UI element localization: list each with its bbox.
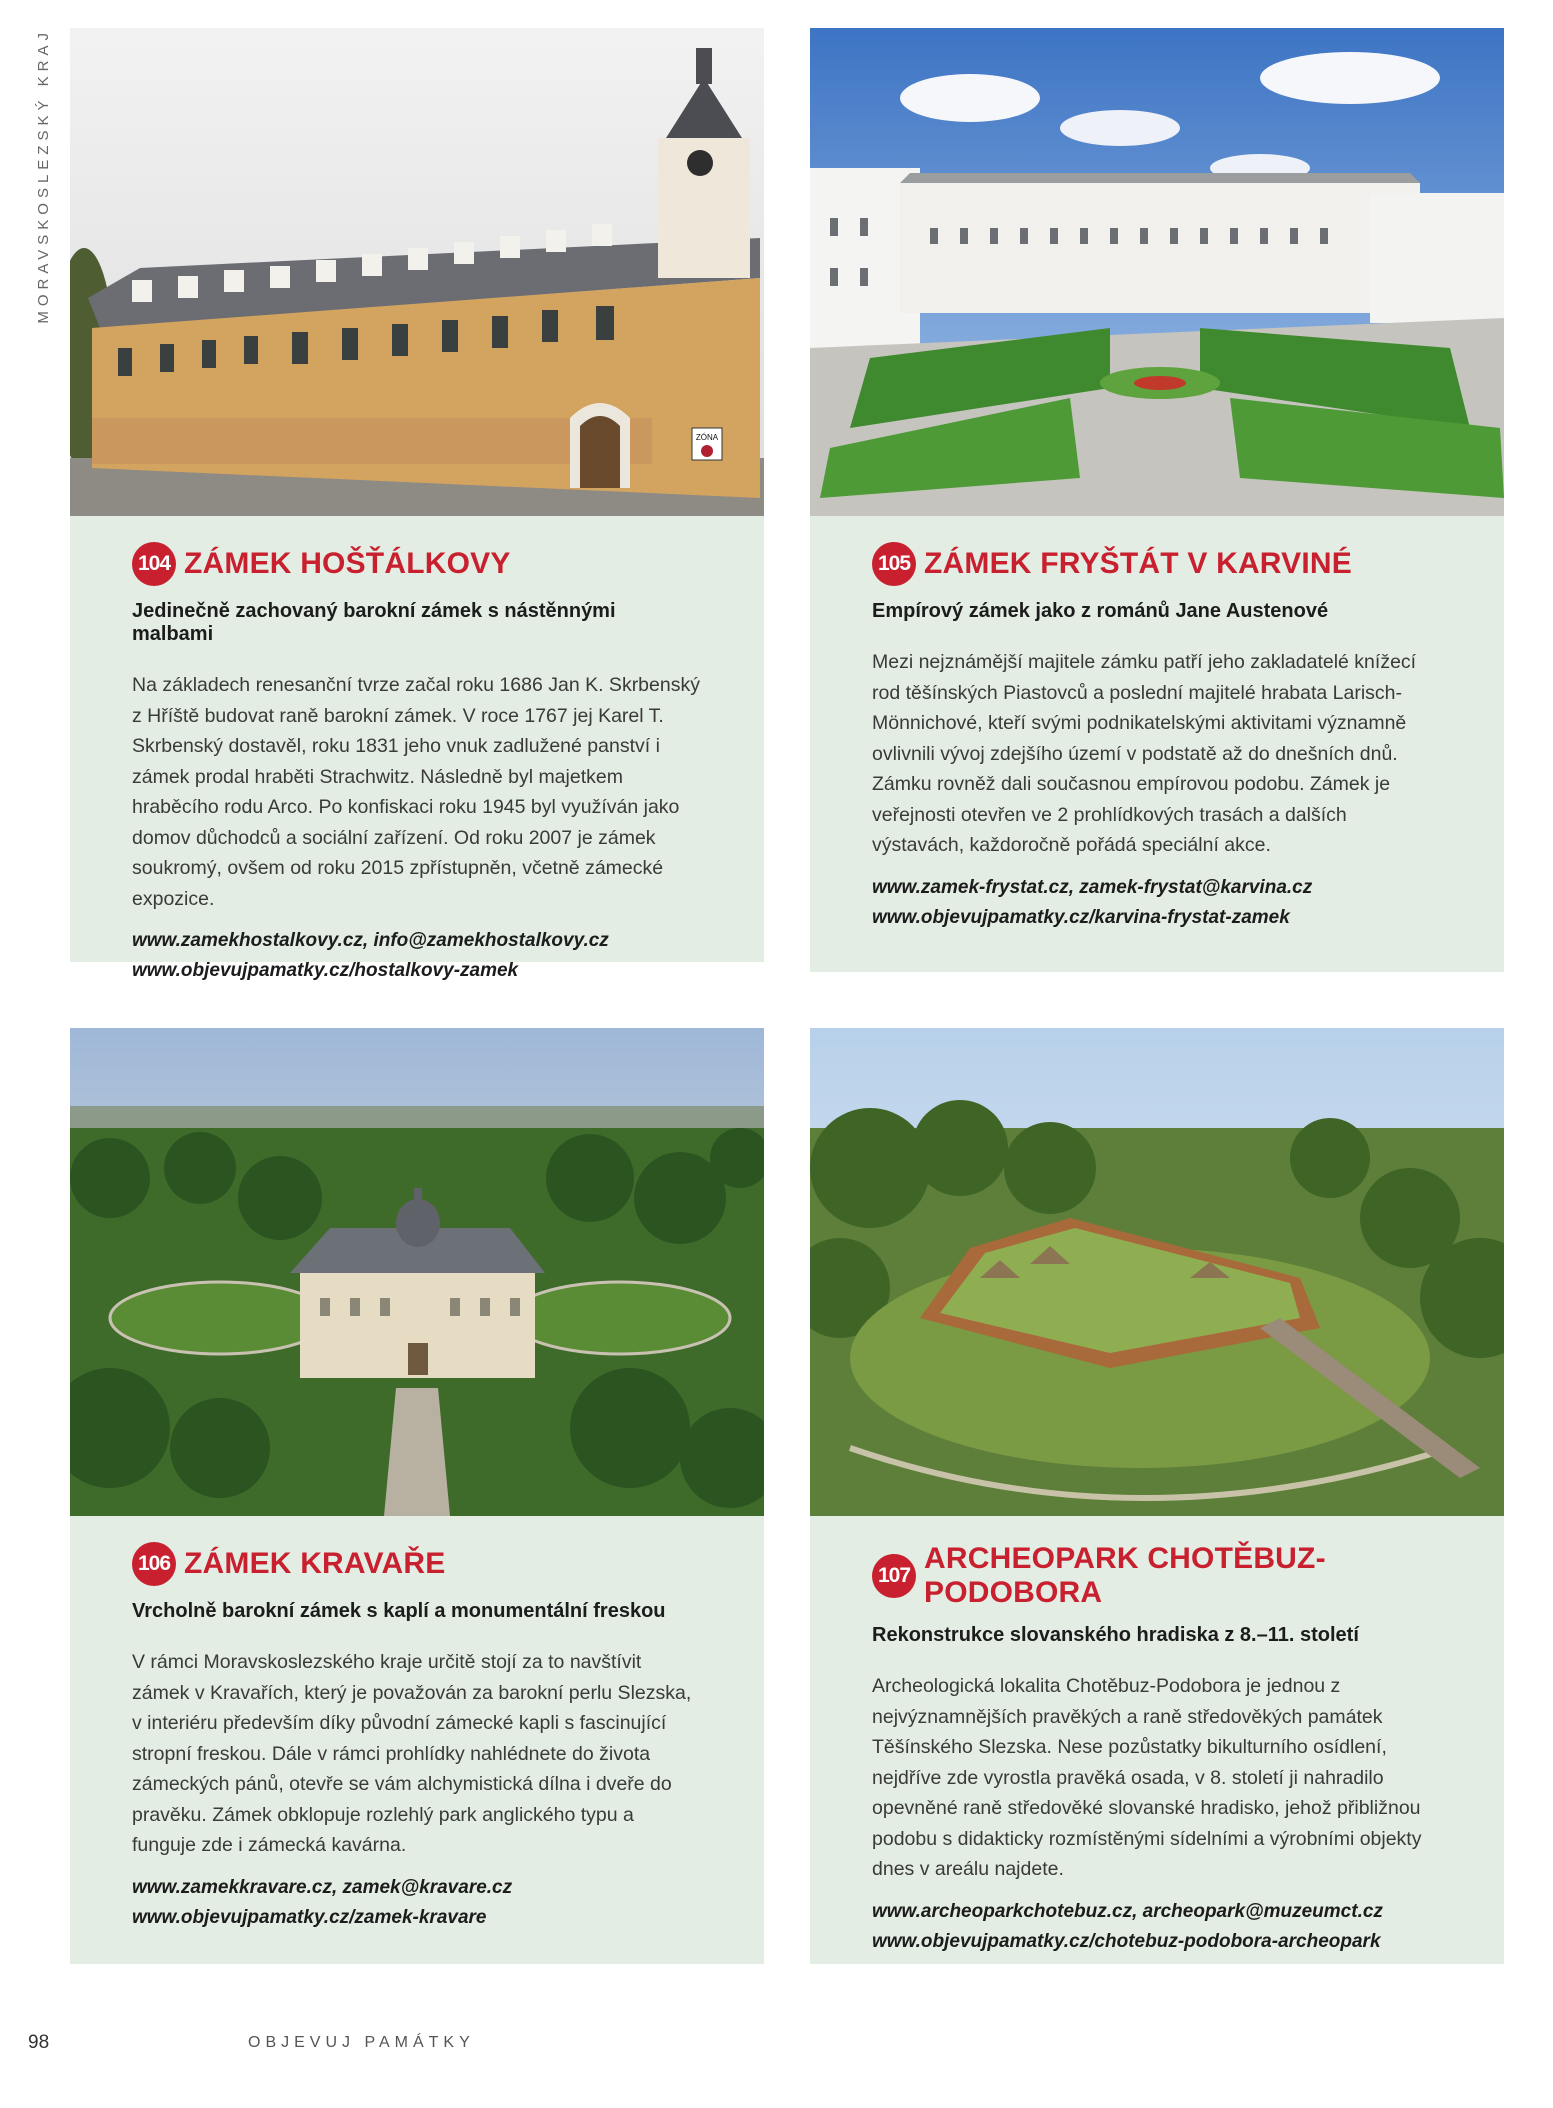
card-frystat bbox=[810, 28, 1504, 972]
zone-sign-text: ZÓNA bbox=[695, 433, 719, 442]
website-email-link[interactable]: www.zamek-frystat.cz, zamek-frystat@karvina.cz bbox=[872, 876, 1313, 898]
card-title-archeopark bbox=[872, 1542, 1442, 1610]
card-links bbox=[132, 1873, 702, 1933]
card-body-archeopark bbox=[810, 1516, 1504, 1979]
objevujpamatky-link[interactable]: www.objevujpamatky.cz/zamek-kravare bbox=[132, 1906, 487, 1928]
number-badge: 106 bbox=[132, 1542, 176, 1586]
publication-name: OBJEVUJ PAMÁTKY bbox=[248, 2034, 475, 2051]
card-description: V rámci Moravskoslezského kraje určitě stojí za to navštívit zámek v Kravařích, který je považován za barokní perlu Slezska, v interiéru především díky původní zámecké kapli s fascinující stropní freskou. Dále v rámci prohlídky nahlédnete do života zámeckých pánů, otevře se vám alchymistická dílna i dveře do pravěku. Zámek obklopuje rozlehlý park anglického typu a funguje zde i zámecká kavárna. bbox=[132, 1651, 692, 1856]
website-email-link[interactable]: www.zamekkravare.cz, zamek@kravare.cz bbox=[132, 1876, 513, 1898]
card-subtitle: Empírový zámek jako z románů Jane Austenové bbox=[872, 600, 1329, 622]
title-text: ARCHEOPARK CHOTĚBUZ-PODOBORA bbox=[924, 1542, 1326, 1609]
region-label-text: MORAVSKOSLEZSKÝ KRAJ bbox=[34, 28, 52, 324]
card-subtitle: Jedinečně zachovaný barokní zámek s nástěnnými malbami bbox=[132, 600, 616, 645]
card-hostalkovy bbox=[70, 28, 764, 981]
page-number: 98 bbox=[28, 2032, 50, 2053]
website-email-link[interactable]: www.archeoparkchotebuz.cz, archeopark@muzeumct.cz bbox=[872, 1900, 1383, 1922]
card-description: Archeologická lokalita Chotěbuz-Podobora je jednou z nejvýznamnějších pravěkých a raně středověkých památek Těšínského Slezska. Nese pozůstatky bikulturního osídlení, nejdříve zde vyrostla pravěká osada, v 8. století ji nahradilo opevněné raně středověké slovanské hradisko, jehož přibližnou podobu s didakticky rozmístěnými sídelními a výrobními objekty dnes v areálu najdete. bbox=[872, 1675, 1422, 1880]
card-description: Na základech renesanční tvrze začal roku 1686 Jan K. Skrbenský z Hříště budovat raně barokní zámek. V roce 1767 jej Karel T. Skrbenský dostavěl, roku 1831 jeho vnuk zadlužené panství i zámek prodal hraběti Strachwitz. Následně byl majetkem hraběcího rodu Arco. Po konfiskaci roku 1945 byl využíván jako domov důchodců a sociální zařízení. Od roku 2007 je zámek soukromý, ovšem od roku 2015 zpřístupněn, včetně zámecké expozice. bbox=[132, 674, 700, 910]
side-region-label bbox=[28, 28, 58, 398]
photo-hostalkovy-castle bbox=[70, 28, 764, 516]
card-body-hostalkovy bbox=[70, 516, 764, 1008]
objevujpamatky-link[interactable]: www.objevujpamatky.cz/karvina-frystat-zamek bbox=[872, 906, 1290, 928]
number-badge: 105 bbox=[872, 542, 916, 586]
card-subtitle: Vrcholně barokní zámek s kaplí a monumentální freskou bbox=[132, 1600, 666, 1622]
card-title-kravare bbox=[132, 1542, 702, 1586]
card-links bbox=[132, 926, 702, 986]
photo-frystat-castle bbox=[810, 28, 1504, 516]
website-email-link[interactable]: www.zamekhostalkovy.cz, info@zamekhostalkovy.cz bbox=[132, 930, 609, 951]
card-archeopark bbox=[810, 1028, 1504, 1964]
card-title-frystat bbox=[872, 542, 1442, 586]
title-text: ZÁMEK FRYŠTÁT V KARVINÉ bbox=[924, 547, 1352, 580]
card-kravare bbox=[70, 1028, 764, 1964]
title-text: ZÁMEK HOŠŤÁLKOVY bbox=[184, 547, 511, 580]
title-text: ZÁMEK KRAVAŘE bbox=[184, 1547, 446, 1580]
card-links bbox=[872, 873, 1442, 933]
photo-archeopark-hillfort bbox=[810, 1028, 1504, 1516]
photo-kravare-castle bbox=[70, 1028, 764, 1516]
card-title-hostalkovy bbox=[132, 542, 702, 586]
number-badge: 104 bbox=[132, 542, 176, 586]
card-links bbox=[872, 1897, 1442, 1957]
card-body-kravare bbox=[70, 1516, 764, 1955]
card-description: Mezi nejznámější majitele zámku patří jeho zakladatelé knížecí rod těšínských Piastovců a poslední majitelé hrabata Larisch-Mönnichové, kteří svými podnikatelskými aktivitami významně ovlivnili vývoj zdejšího území v podstatě až do dnešních dnů. Zámku rovněž dali současnou empírovou podobu. Zámek je veřejnosti otevřen ve 2 prohlídkových trasách a dalších výstavách, každoročně pořádá speciální akce. bbox=[872, 651, 1417, 856]
objevujpamatky-link[interactable]: www.objevujpamatky.cz/hostalkovy-zamek bbox=[132, 960, 519, 981]
objevujpamatky-link[interactable]: www.objevujpamatky.cz/chotebuz-podobora-archeopark bbox=[872, 1930, 1381, 1952]
card-subtitle: Rekonstrukce slovanského hradiska z 8.–11. století bbox=[872, 1624, 1359, 1646]
number-badge: 107 bbox=[872, 1554, 916, 1598]
card-body-frystat bbox=[810, 516, 1504, 955]
